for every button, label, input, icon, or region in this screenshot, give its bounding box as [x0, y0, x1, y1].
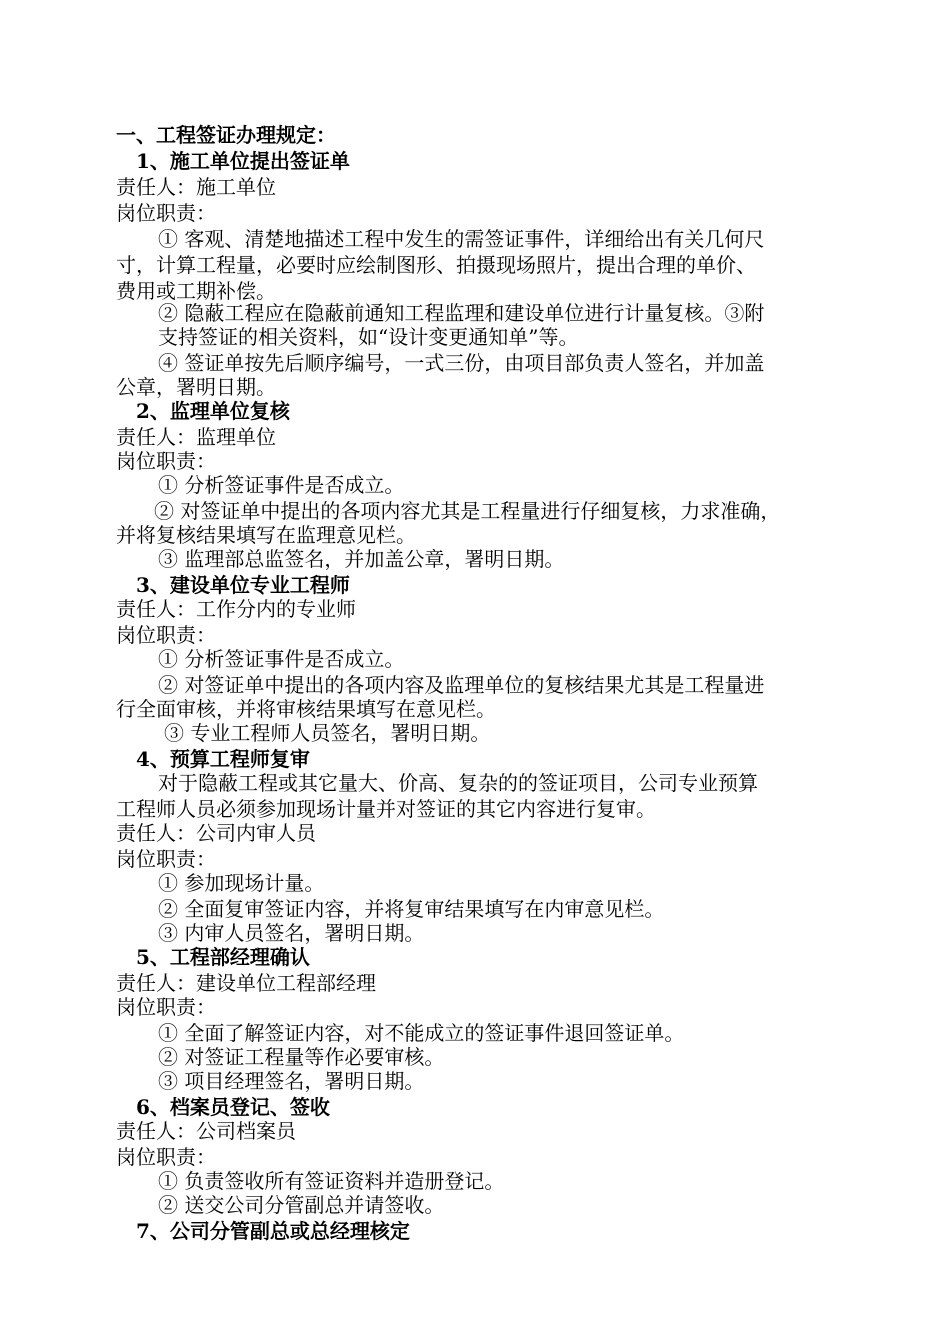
section-heading-1: 1、施工单位提出签证单 [136, 149, 350, 173]
duty-line: ② 隐蔽工程应在隐蔽前通知工程监理和建设单位进行计量复核。③附 [158, 301, 765, 325]
section-heading-3: 3、建设单位专业工程师 [136, 573, 350, 597]
duty-line: 公章，署明日期。 [116, 375, 276, 399]
duty-label: 岗位职责： [116, 623, 216, 647]
duty-line: ② 对签证单中提出的各项内容及监理单位的复核结果尤其是工程量进 [158, 673, 765, 697]
duty-line: ① 分析签证事件是否成立。 [158, 647, 405, 671]
intro-line: 对于隐蔽工程或其它量大、价高、复杂的的签证项目，公司专业预算 [158, 771, 758, 795]
duty-line: 行全面审核，并将审核结果填写在意见栏。 [116, 697, 496, 721]
duty-line: ② 全面复审签证内容，并将复审结果填写在内审意见栏。 [158, 897, 665, 921]
section-heading-7: 7、公司分管副总或总经理核定 [136, 1219, 410, 1243]
duty-label: 岗位职责： [116, 995, 216, 1019]
duty-label: 岗位职责： [116, 449, 216, 473]
duty-label: 岗位职责： [116, 847, 216, 871]
duty-line: ① 参加现场计量。 [158, 871, 325, 895]
responsible-person: 责任人：施工单位 [116, 175, 276, 199]
duty-label: 岗位职责： [116, 201, 216, 225]
duty-line: ① 客观、清楚地描述工程中发生的需签证事件，详细给出有关几何尺 [158, 227, 765, 251]
duty-line: ① 分析签证事件是否成立。 [158, 473, 405, 497]
section-heading-5: 5、工程部经理确认 [136, 945, 310, 969]
duty-line: 费用或工期补偿。 [116, 279, 276, 303]
duty-line: ① 负责签收所有签证资料并造册登记。 [158, 1169, 505, 1193]
document-title: 一、工程签证办理规定： [116, 123, 336, 147]
duty-line: ③ 专业工程师人员签名，署明日期。 [164, 721, 491, 745]
duty-line: ① 全面了解签证内容，对不能成立的签证事件退回签证单。 [158, 1021, 685, 1045]
duty-label: 岗位职责： [116, 1145, 216, 1169]
responsible-person: 责任人：监理单位 [116, 425, 276, 449]
duty-line: 并将复核结果填写在监理意见栏。 [116, 523, 416, 547]
duty-line: ② 送交公司分管副总并请签收。 [158, 1193, 445, 1217]
responsible-person: 责任人：建设单位工程部经理 [116, 971, 376, 995]
intro-line: 工程师人员必须参加现场计量并对签证的其它内容进行复审。 [116, 797, 656, 821]
duty-line: ② 对签证工程量等作必要审核。 [158, 1045, 445, 1069]
responsible-person: 责任人：公司内审人员 [116, 821, 316, 845]
section-heading-2: 2、监理单位复核 [136, 399, 290, 423]
section-heading-6: 6、档案员登记、签收 [136, 1095, 330, 1119]
duty-line: 寸，计算工程量，必要时应绘制图形、拍摄现场照片，提出合理的单价、 [116, 253, 756, 277]
duty-line: ④ 签证单按先后顺序编号，一式三份，由项目部负责人签名，并加盖 [158, 351, 765, 375]
duty-line: ③ 内审人员签名，署明日期。 [158, 921, 425, 945]
duty-line: ② 对签证单中提出的各项内容尤其是工程量进行仔细复核，力求准确， [154, 499, 781, 523]
responsible-person: 责任人：公司档案员 [116, 1119, 296, 1143]
section-heading-4: 4、预算工程师复审 [136, 747, 310, 771]
duty-line: ③ 监理部总监签名，并加盖公章，署明日期。 [158, 547, 565, 571]
duty-line: 支持签证的相关资料，如“设计变更通知单”等。 [158, 325, 579, 349]
responsible-person: 责任人：工作分内的专业师 [116, 597, 356, 621]
duty-line: ③ 项目经理签名，署明日期。 [158, 1069, 425, 1093]
